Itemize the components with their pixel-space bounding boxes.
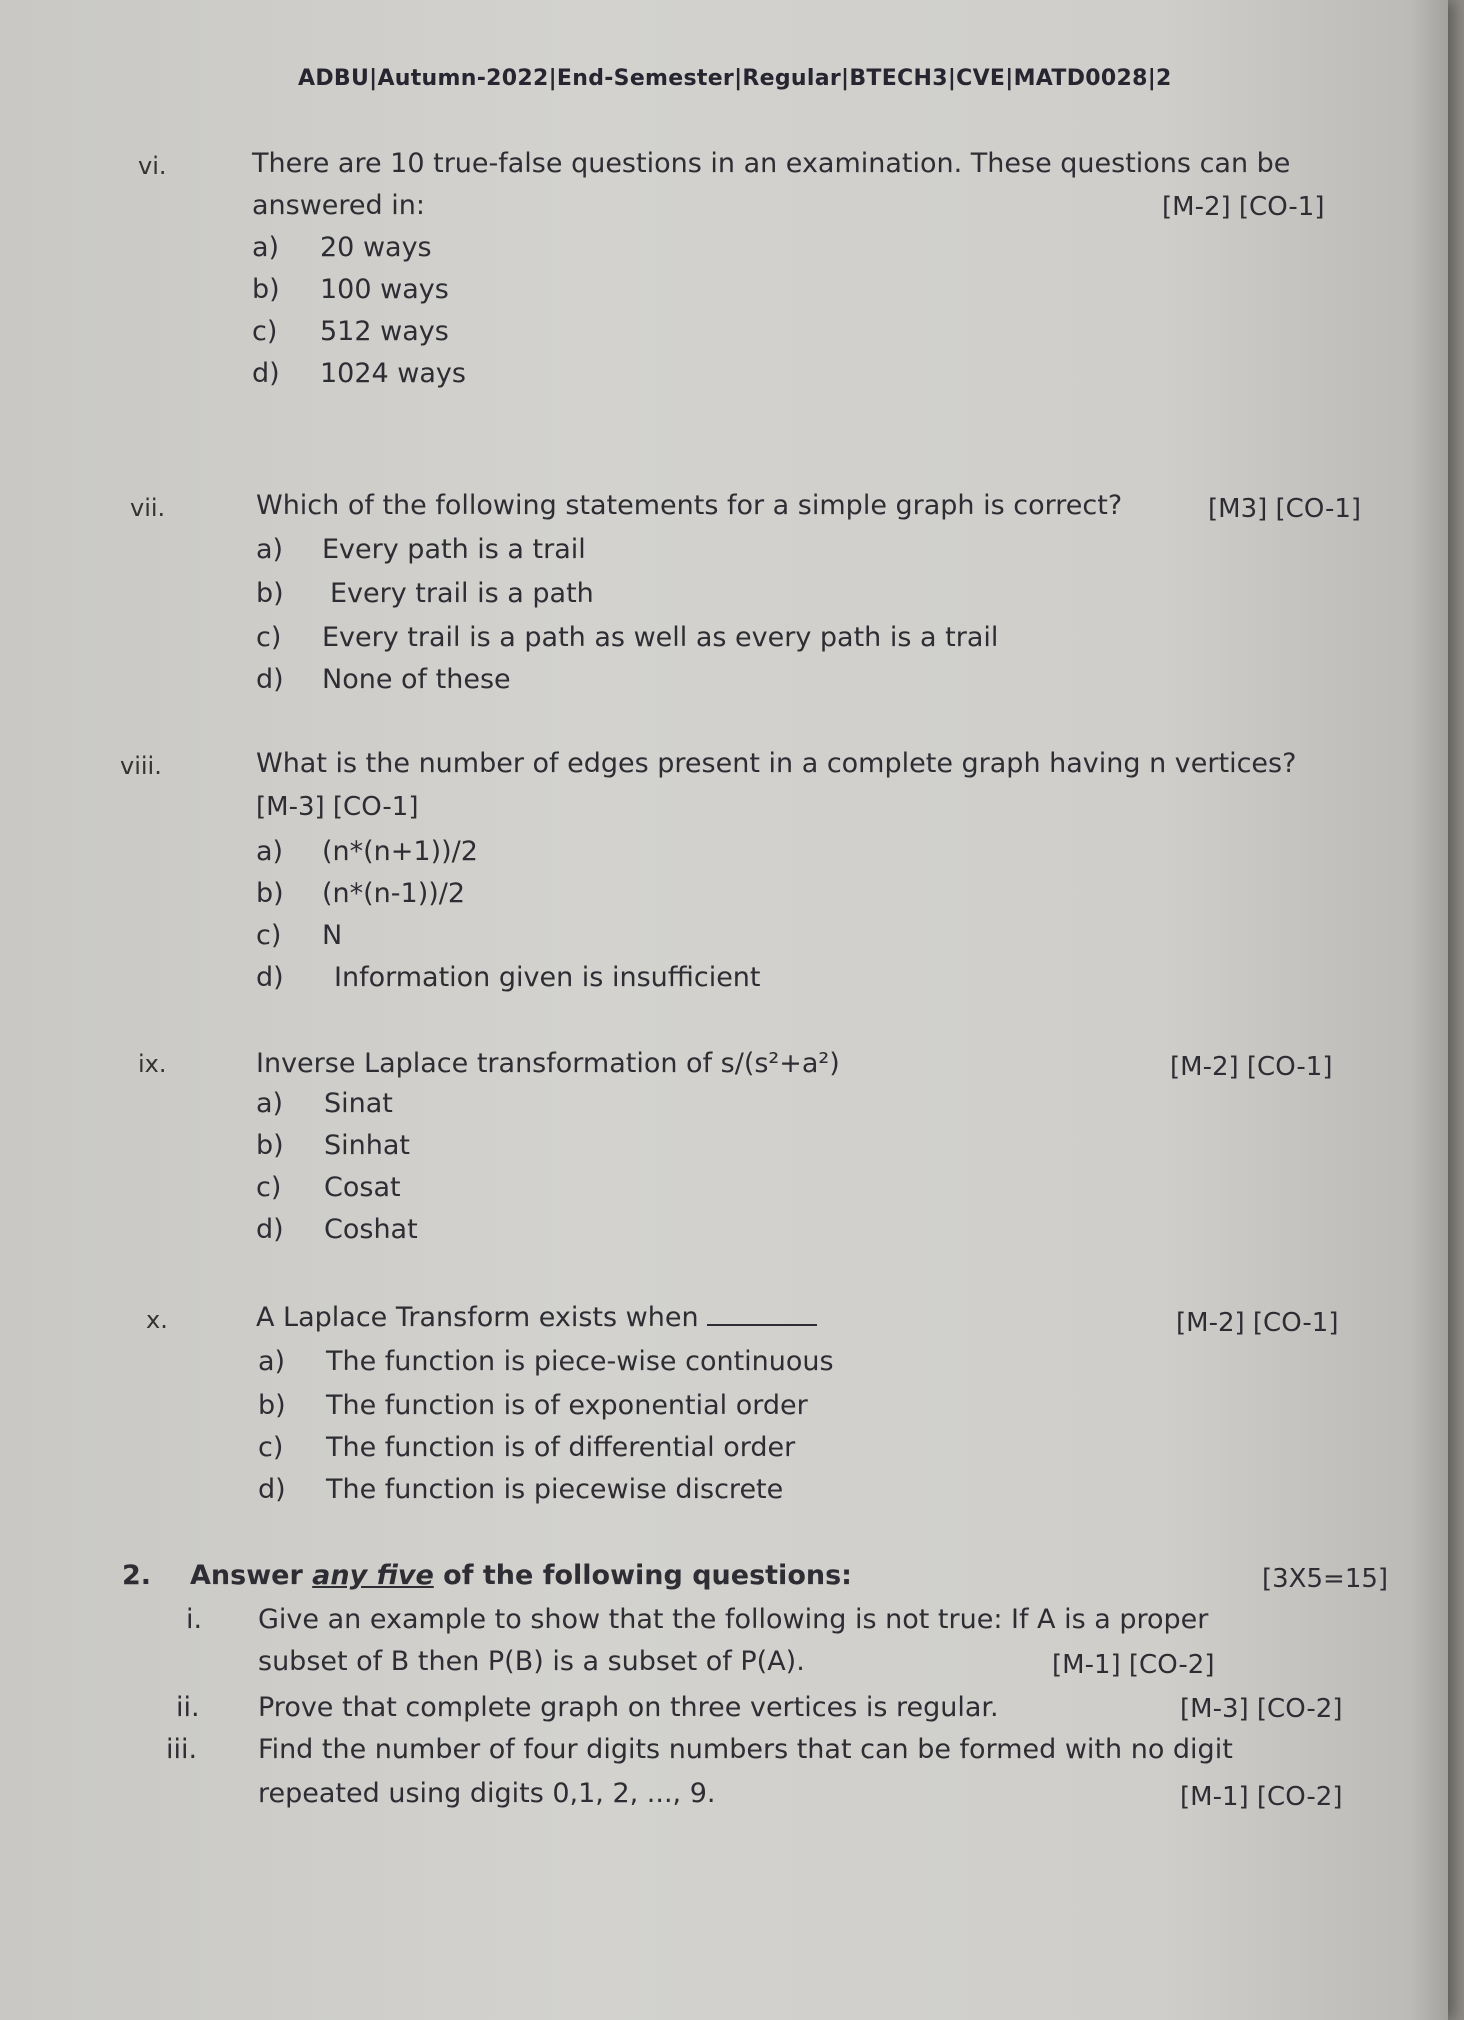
section-2-item-iii-line-1: Find the number of four digits numbers that can be formed with no digit — [258, 1734, 1233, 1765]
question-ix-line-1: Inverse Laplace transformation of s/(s²+a²) — [256, 1048, 840, 1079]
question-vii-option-d: None of these — [322, 664, 511, 695]
question-vi-option-d: 1024 ways — [320, 358, 466, 389]
section-2-item-ii-marks: [M-3] [CO-2] — [1180, 1694, 1343, 1724]
question-vi-option-b-label: b) — [252, 274, 280, 305]
section-2-item-ii-number: ii. — [176, 1692, 200, 1723]
question-viii-option-c: N — [322, 920, 343, 951]
question-vi-option-b: 100 ways — [320, 274, 449, 305]
question-vii-option-a: Every path is a trail — [322, 534, 586, 565]
question-x-option-d: The function is piecewise discrete — [326, 1474, 784, 1505]
question-vii-option-c-label: c) — [256, 622, 282, 653]
question-number-vi: vi. — [138, 152, 167, 180]
question-ix-option-a: Sinat — [324, 1088, 393, 1119]
section-2-item-i-line-2: subset of B then P(B) is a subset of P(A). — [258, 1646, 805, 1677]
section-2-item-iii-line-2: repeated using digits 0,1, 2, ..., 9. — [258, 1778, 716, 1809]
question-x-option-a: The function is piece-wise continuous — [326, 1346, 834, 1377]
question-vii-option-c: Every trail is a path as well as every path is a trail — [322, 622, 999, 653]
question-ix-option-b: Sinhat — [324, 1130, 410, 1161]
section-2-item-iii-number: iii. — [166, 1734, 198, 1765]
question-vii-option-b-label: b) — [256, 578, 284, 609]
answer-blank — [707, 1324, 817, 1326]
question-vii-marks: [M3] [CO-1] — [1208, 494, 1362, 524]
question-vii-line-1: Which of the following statements for a simple graph is correct? — [256, 490, 1123, 521]
question-ix-option-d-label: d) — [256, 1214, 284, 1245]
question-viii-line-1: What is the number of edges present in a complete graph having n vertices? — [256, 748, 1297, 779]
question-viii-option-b: (n*(n-1))/2 — [322, 878, 466, 909]
question-ix-option-d: Coshat — [324, 1214, 418, 1245]
question-number-ix: ix. — [138, 1050, 167, 1078]
question-viii-option-c-label: c) — [256, 920, 282, 951]
question-ix-option-c-label: c) — [256, 1172, 282, 1203]
section-2-item-ii-line-1: Prove that complete graph on three vertices is regular. — [258, 1692, 999, 1723]
question-viii-option-a-label: a) — [256, 836, 284, 867]
question-vi-line-1: There are 10 true-false questions in an examination. These questions can be — [252, 148, 1291, 179]
question-vi-option-a: 20 ways — [320, 232, 432, 263]
question-vii-option-b: Every trail is a path — [330, 578, 594, 609]
question-number-vii: vii. — [130, 494, 166, 522]
question-vi-marks: [M-2] [CO-1] — [1162, 192, 1325, 222]
question-x-marks: [M-2] [CO-1] — [1176, 1308, 1339, 1338]
question-x-option-c: The function is of differential order — [326, 1432, 796, 1463]
question-viii-option-a: (n*(n+1))/2 — [322, 836, 478, 867]
section-2-item-i-marks: [M-1] [CO-2] — [1052, 1650, 1215, 1680]
question-viii-option-d: Information given is insufficient — [334, 962, 761, 993]
question-viii-option-b-label: b) — [256, 878, 284, 909]
question-vi-option-c-label: c) — [252, 316, 278, 347]
exam-header: ADBU|Autumn-2022|End-Semester|Regular|BTECH3|CVE|MATD0028|2 — [298, 66, 1172, 91]
question-ix-marks: [M-2] [CO-1] — [1170, 1052, 1333, 1082]
question-vi-option-d-label: d) — [252, 358, 280, 389]
question-x-option-b: The function is of exponential order — [326, 1390, 808, 1421]
section-2-number: 2. — [122, 1560, 152, 1591]
question-x-option-c-label: c) — [258, 1432, 284, 1463]
question-x-line-1: A Laplace Transform exists when — [256, 1302, 817, 1333]
question-vi-line-2: answered in: — [252, 190, 425, 221]
question-viii-option-d-label: d) — [256, 962, 284, 993]
question-ix-option-b-label: b) — [256, 1130, 284, 1161]
question-vi-option-c: 512 ways — [320, 316, 449, 347]
question-number-x: x. — [146, 1306, 168, 1334]
question-x-option-b-label: b) — [258, 1390, 286, 1421]
question-x-option-d-label: d) — [258, 1474, 286, 1505]
question-vii-option-d-label: d) — [256, 664, 284, 695]
question-ix-option-c: Cosat — [324, 1172, 401, 1203]
question-ix-option-a-label: a) — [256, 1088, 284, 1119]
section-2-title: Answer any five of the following questions: — [190, 1560, 852, 1591]
question-viii-marks: [M-3] [CO-1] — [256, 792, 419, 822]
question-vii-option-a-label: a) — [256, 534, 284, 565]
question-number-viii: viii. — [120, 752, 162, 780]
page-edge-shadow — [1410, 0, 1448, 2020]
section-2-item-i-number: i. — [186, 1604, 203, 1635]
section-2-item-i-line-1: Give an example to show that the following is not true: If A is a proper — [258, 1604, 1209, 1635]
section-2-marks: [3X5=15] — [1262, 1564, 1389, 1594]
question-x-option-a-label: a) — [258, 1346, 286, 1377]
question-vi-option-a-label: a) — [252, 232, 280, 263]
section-2-item-iii-marks: [M-1] [CO-2] — [1180, 1782, 1343, 1812]
